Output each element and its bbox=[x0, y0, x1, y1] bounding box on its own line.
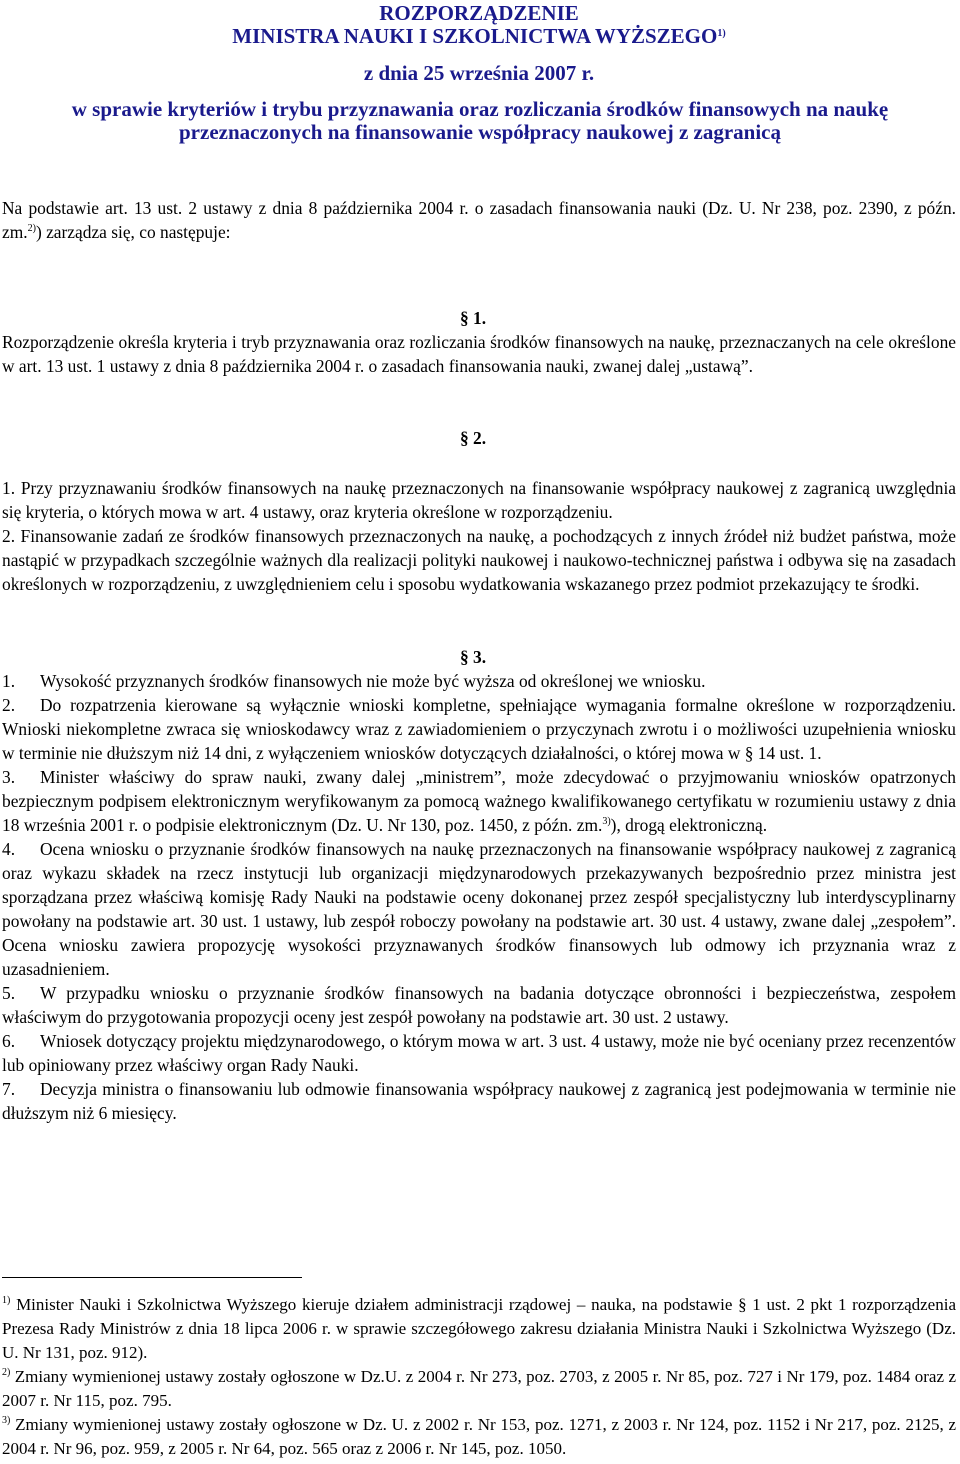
document-subject: w sprawie kryteriów i trybu przyznawania oraz rozliczania środków finansowych na naukę przeznaczonych na finansowanie współpracy naukowej z zagranicą bbox=[71, 97, 889, 144]
paragraph-text-b: ), drogą elektroniczną. bbox=[610, 815, 768, 835]
paragraph-number: 1. bbox=[2, 671, 16, 691]
section-1-heading: § 1. bbox=[460, 308, 487, 328]
section-2-body bbox=[2, 476, 956, 596]
document-date: z dnia 25 września 2007 r. bbox=[363, 61, 595, 85]
footnote-ref-1: 1) bbox=[717, 28, 726, 39]
paragraph-text: Ocena wniosku o przyznanie środków finansowych na naukę przeznaczonych na finansowanie współpracy naukowej z zagranicą oraz wykazu składek na rzecz instytucji lub organizacji międzynarodowych przekazywanych bezpośrednio przez ministra jest sporządzana przez właściwą komisję Rady Nauki na podstawie oceny dokonanej przez zespół specjalistyczny lub interdyscyplinarny powołany na podstawie art. 30 ust. 1 ustawy, lub zespół roboczy powołany na podstawie art. 30 ust. 4 ustawy, zwane dalej „zespołem”. Ocena wniosku zawiera propozycję wysokości przyznawanych środków finansowych lub odmowy ich przyznania wraz z uzasadnieniem. bbox=[2, 839, 956, 979]
paragraph-number: 2. bbox=[2, 695, 16, 715]
footnote-ref-2: 2) bbox=[27, 223, 36, 234]
section-3-paragraph-2 bbox=[2, 693, 956, 765]
footnote-3 bbox=[2, 1413, 956, 1461]
paragraph-number: 7. bbox=[2, 1079, 16, 1099]
footnote-separator bbox=[2, 1277, 302, 1278]
paragraph-text: Przy przyznawaniu środków finansowych na naukę przeznaczonych na finansowanie współpracy naukowej z zagranicą uwzględnia się kryteria, o których mowa w art. 4 ustawy, oraz kryteria określone w rozporządzeniu. bbox=[2, 478, 956, 522]
preamble bbox=[2, 196, 956, 244]
section-2-heading: § 2. bbox=[460, 428, 487, 448]
footnotes bbox=[2, 1293, 956, 1461]
section-3-paragraph-7 bbox=[2, 1077, 956, 1125]
title-line-2 bbox=[2, 25, 956, 48]
title-line-1: ROZPORZĄDZENIE bbox=[379, 1, 579, 25]
paragraph-text: Finansowanie zadań ze środków finansowych przeznaczonych na naukę, a pochodzących z innych źródeł niż budżet państwa, może nastąpić w przypadkach szczególnie ważnych dla realizacji polityki naukowej i naukowo-technicznej państwa i odbywa się na zasadach określonych w rozporządzeniu, z uwzględnieniem celu i sposobu wydatkowania wskazanego przez podmiot przekazujący te środki. bbox=[2, 526, 956, 594]
section-1-text: Rozporządzenie określa kryteria i tryb przyznawania oraz rozliczania środków finansowych na naukę, przeznaczanych na cele określone w art. 13 ust. 1 ustawy z dnia 8 października 2004 r. o zasadach finansowania nauki, zwanej dalej „ustawą”. bbox=[2, 332, 956, 376]
paragraph-text: Wysokość przyznanych środków finansowych nie może być wyższa od określonej we wniosku. bbox=[40, 671, 706, 691]
section-3-paragraph-6 bbox=[2, 1029, 956, 1077]
section-3-paragraph-1 bbox=[2, 669, 956, 693]
title-ministry: MINISTRA NAUKI I SZKOLNICTWA WYŻSZEGO bbox=[232, 24, 718, 48]
section-2-paragraph-1 bbox=[2, 476, 956, 524]
footnote-ref-3: 3) bbox=[602, 816, 611, 827]
paragraph-text: Wniosek dotyczący projektu międzynarodowego, o którym mowa w art. 3 ust. 4 ustawy, może nie być oceniany przez recenzentów lub opiniowany przez właściwy organ Rady Nauki. bbox=[2, 1031, 956, 1075]
preamble-text-b: ) zarządza się, co następuje: bbox=[35, 222, 231, 242]
section-3-paragraph-5 bbox=[2, 981, 956, 1029]
footnote-mark: 2) bbox=[2, 1367, 11, 1378]
section-3-paragraph-4 bbox=[2, 837, 956, 981]
section-3-body bbox=[2, 669, 956, 1125]
footnote-text: Zmiany wymienionej ustawy zostały ogłoszone w Dz. U. z 2002 r. Nr 153, poz. 1271, z 2003 r. Nr 124, poz. 1152 i Nr 217, poz. 2125, z 2004 r. Nr 96, poz. 959, z 2005 r. Nr 64, poz. 565 oraz z 2006 r. Nr 145, poz. 1050. bbox=[2, 1415, 956, 1458]
footnote-2 bbox=[2, 1365, 956, 1413]
footnote-1 bbox=[2, 1293, 956, 1365]
paragraph-number: 2. bbox=[2, 526, 16, 546]
paragraph-text: W przypadku wniosku o przyznanie środków finansowych na badania dotyczące obronności i bezpieczeństwa, zespołem właściwym do przygotowania propozycji oceny jest zespół powołany na podstawie art. 30 ust. 2 ustawy. bbox=[2, 983, 956, 1027]
footnote-text: Zmiany wymienionej ustawy zostały ogłoszone w Dz.U. z 2004 r. Nr 273, poz. 2703, z 2005 r. Nr 85, poz. 727 i Nr 179, poz. 1484 oraz z 2007 r. Nr 115, poz. 795. bbox=[2, 1367, 956, 1410]
paragraph-text: Do rozpatrzenia kierowane są wyłącznie wnioski kompletne, spełniające wymagania formalne określone w rozporządzeniu. Wnioski niekompletne zwraca się wnioskodawcy wraz z zawiadomieniem o przyczynach zwrotu i o możliwości uzupełnienia wniosku w terminie nie dłuższym niż 14 dni, z wyłączeniem wniosków dotyczących działalności, o której mowa w § 14 ust. 1. bbox=[2, 695, 956, 763]
section-3-paragraph-3 bbox=[2, 765, 956, 837]
footnote-mark: 3) bbox=[2, 1415, 11, 1426]
footnote-text: Minister Nauki i Szkolnictwa Wyższego kieruje działem administracji rządowej – nauka, na podstawie § 1 ust. 2 pkt 1 rozporządzenia Prezesa Rady Ministrów z dnia 18 lipca 2006 r. w sprawie szczegółowego zakresu działania Ministra Nauki i Szkolnictwa Wyższego (Dz. U. Nr 131, poz. 912). bbox=[2, 1295, 956, 1362]
paragraph-text-a: Minister właściwy do spraw nauki, zwany dalej „ministrem”, może zdecydować o przyjmowaniu wniosków opatrzonych bezpiecznym podpisem elektronicznym weryfikowanym za pomocą ważnego kwalifikowanego certyfikatu w rozumieniu ustawy z dnia 18 września 2001 r. o podpisie elektronicznym (Dz. U. Nr 130, poz. 1450, z późn. zm. bbox=[2, 767, 956, 835]
footnote-mark: 1) bbox=[2, 1295, 11, 1306]
paragraph-number: 6. bbox=[2, 1031, 16, 1051]
paragraph-number: 5. bbox=[2, 983, 16, 1003]
paragraph-number: 3. bbox=[2, 767, 16, 787]
document-title bbox=[2, 2, 956, 48]
preamble-text-a: Na podstawie art. 13 ust. 2 ustawy z dnia 8 października 2004 r. o zasadach finansowania nauki (Dz. U. Nr 238, poz. 2390, z późn. zm. bbox=[2, 198, 956, 242]
paragraph-text: Decyzja ministra o finansowaniu lub odmowie finansowania współpracy naukowej z zagranicą jest podejmowania w terminie nie dłuższym niż 6 miesięcy. bbox=[2, 1079, 956, 1123]
paragraph-number: 1. bbox=[2, 478, 16, 498]
section-3-heading: § 3. bbox=[460, 647, 487, 667]
section-2-paragraph-2 bbox=[2, 524, 956, 596]
paragraph-number: 4. bbox=[2, 839, 16, 859]
